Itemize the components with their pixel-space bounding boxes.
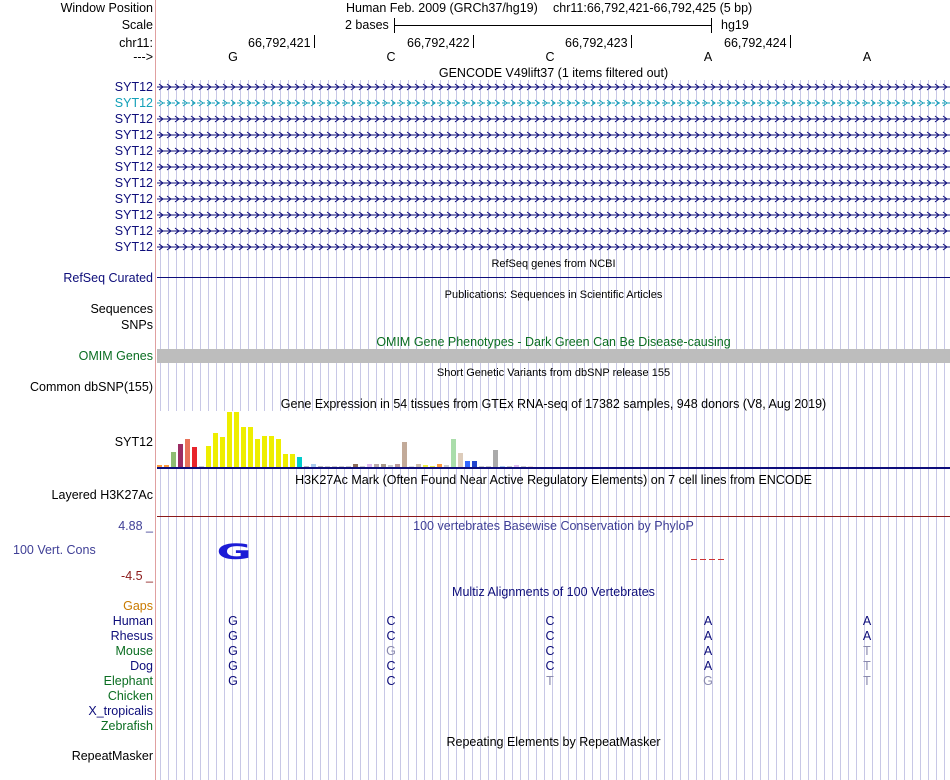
omim-phenotype-bar[interactable] bbox=[157, 349, 950, 363]
coord-1-tick bbox=[314, 35, 315, 48]
gtex-track-title: Gene Expression in 54 tissues from GTEx RNA-seq of 17382 samples, 948 donors (V8, Aug 2019) bbox=[280, 397, 827, 411]
phylop-min-label: -4.5 _ bbox=[121, 569, 153, 583]
gaps-label: Gaps bbox=[123, 599, 153, 613]
alignment-base: C bbox=[386, 674, 396, 688]
scale-db: hg19 bbox=[721, 18, 749, 32]
gtex-tissue-bar[interactable] bbox=[220, 437, 225, 468]
phylop-logo-letter: G bbox=[216, 539, 252, 565]
refseq-gene-line[interactable] bbox=[157, 277, 950, 278]
gtex-tissue-bar[interactable] bbox=[458, 453, 463, 468]
strand-label: ---> bbox=[133, 50, 153, 64]
gencode-transcript-line[interactable] bbox=[157, 114, 950, 124]
phylop-max-label: 4.88 _ bbox=[118, 519, 153, 533]
alignment-base: A bbox=[862, 629, 872, 643]
alignment-base: A bbox=[703, 629, 713, 643]
alignment-base: C bbox=[545, 629, 555, 643]
alignment-base: C bbox=[386, 629, 396, 643]
gtex-expression-chart[interactable] bbox=[157, 411, 535, 468]
gtex-tissue-bar[interactable] bbox=[227, 412, 232, 468]
gtex-tissue-bar[interactable] bbox=[402, 442, 407, 468]
alignment-base: C bbox=[386, 659, 396, 673]
assembly-title: Human Feb. 2009 (GRCh37/hg19) bbox=[346, 1, 538, 15]
gtex-tissue-bar[interactable] bbox=[234, 412, 239, 468]
alignment-base: G bbox=[386, 644, 396, 658]
phylop-track-title: 100 vertebrates Basewise Conservation by PhyloP bbox=[413, 519, 694, 533]
h3k27ac-track-label[interactable]: Layered H3K27Ac bbox=[51, 488, 153, 502]
alignment-base: G bbox=[228, 629, 238, 643]
alignment-base: C bbox=[545, 614, 555, 628]
alignment-base: A bbox=[703, 659, 713, 673]
species-label[interactable]: X_tropicalis bbox=[88, 704, 153, 718]
scale-bases: 2 bases bbox=[345, 18, 389, 32]
species-label[interactable]: Chicken bbox=[107, 689, 153, 703]
species-label[interactable]: Rhesus bbox=[110, 629, 153, 643]
h3k27ac-baseline bbox=[157, 516, 950, 517]
alignment-base: C bbox=[545, 644, 555, 658]
gencode-transcript-line[interactable] bbox=[157, 210, 950, 220]
alignment-base: T bbox=[863, 644, 871, 658]
alignment-base: T bbox=[863, 674, 871, 688]
gencode-transcript-line[interactable] bbox=[157, 226, 950, 236]
gtex-tissue-bar[interactable] bbox=[493, 450, 498, 468]
gtex-tissue-bar[interactable] bbox=[178, 444, 183, 468]
omim-track-label[interactable]: OMIM Genes bbox=[78, 349, 153, 363]
alignment-base: A bbox=[703, 644, 713, 658]
coord-4-tick bbox=[790, 35, 791, 48]
gtex-tissue-bar[interactable] bbox=[276, 439, 281, 468]
coord-4: 66,792,424 bbox=[724, 36, 787, 50]
gtex-tissue-bar[interactable] bbox=[290, 454, 295, 468]
gtex-gene-label[interactable]: SYT12 bbox=[114, 435, 153, 449]
gencode-transcript-line[interactable] bbox=[157, 98, 950, 108]
alignment-base: A bbox=[862, 614, 872, 628]
refseq-track-label[interactable]: RefSeq Curated bbox=[63, 271, 153, 285]
gencode-transcript-label[interactable]: SYT12 bbox=[114, 112, 153, 126]
dbsnp-track-title: Short Genetic Variants from dbSNP release 155 bbox=[436, 367, 671, 379]
coord-2-tick bbox=[473, 35, 474, 48]
alignment-base: C bbox=[386, 614, 396, 628]
gtex-tissue-bar[interactable] bbox=[283, 454, 288, 468]
gtex-tissue-bar[interactable] bbox=[192, 447, 197, 468]
species-label[interactable]: Dog bbox=[130, 659, 153, 673]
gencode-transcript-label[interactable]: SYT12 bbox=[114, 192, 153, 206]
ref-base-5: A bbox=[862, 50, 872, 64]
gtex-tissue-bar[interactable] bbox=[171, 452, 176, 468]
scale-label: Scale bbox=[121, 18, 153, 32]
gencode-track-title: GENCODE V49lift37 (1 items filtered out) bbox=[438, 66, 669, 80]
coord-3-tick bbox=[631, 35, 632, 48]
ref-base-2: C bbox=[386, 50, 396, 64]
alignment-base: C bbox=[545, 659, 555, 673]
species-label[interactable]: Elephant bbox=[103, 674, 153, 688]
gtex-tissue-bar[interactable] bbox=[206, 446, 211, 468]
species-label[interactable]: Human bbox=[112, 614, 153, 628]
publications-track-title: Publications: Sequences in Scientific Articles bbox=[444, 289, 663, 301]
gencode-transcript-line[interactable] bbox=[157, 162, 950, 172]
species-label[interactable]: Mouse bbox=[115, 644, 153, 658]
h3k27ac-track-title: H3K27Ac Mark (Often Found Near Active Regulatory Elements) on 7 cell lines from ENCODE bbox=[295, 473, 812, 487]
gtex-tissue-bar[interactable] bbox=[255, 439, 260, 468]
gencode-transcript-label[interactable]: SYT12 bbox=[114, 80, 153, 94]
ref-base-3: C bbox=[545, 50, 555, 64]
gtex-tissue-bar[interactable] bbox=[269, 436, 274, 468]
gencode-transcript-label[interactable]: SYT12 bbox=[114, 240, 153, 254]
gtex-tissue-bar[interactable] bbox=[262, 436, 267, 468]
multiz-track-title: Multiz Alignments of 100 Vertebrates bbox=[452, 585, 655, 599]
gtex-tissue-bar[interactable] bbox=[248, 427, 253, 468]
gtex-tissue-bar[interactable] bbox=[185, 439, 190, 468]
alignment-base: G bbox=[703, 674, 713, 688]
alignment-base: T bbox=[546, 674, 554, 688]
phylop-plot[interactable] bbox=[157, 530, 950, 590]
dbsnp-track-label[interactable]: Common dbSNP(155) bbox=[30, 380, 153, 394]
gencode-transcript-label[interactable]: SYT12 bbox=[114, 224, 153, 238]
gtex-baseline bbox=[157, 467, 950, 469]
scale-bar-right-tick bbox=[711, 18, 712, 33]
gencode-transcript-line[interactable] bbox=[157, 242, 950, 252]
gencode-transcript-line[interactable] bbox=[157, 82, 950, 92]
gencode-transcript-line[interactable] bbox=[157, 194, 950, 204]
alignment-base: G bbox=[228, 614, 238, 628]
gencode-transcript-line[interactable] bbox=[157, 130, 950, 140]
gencode-transcript-line[interactable] bbox=[157, 146, 950, 156]
coord-3: 66,792,423 bbox=[565, 36, 628, 50]
alignment-base: G bbox=[228, 659, 238, 673]
gencode-transcript-label[interactable]: SYT12 bbox=[114, 96, 153, 110]
phylop-track-label[interactable]: 100 Vert. Cons bbox=[13, 543, 96, 557]
ref-base-1: G bbox=[228, 50, 238, 64]
sequences-track-label[interactable]: Sequences bbox=[90, 302, 153, 316]
gencode-transcript-label[interactable]: SYT12 bbox=[114, 208, 153, 222]
gencode-transcript-label[interactable]: SYT12 bbox=[114, 128, 153, 142]
snps-track-label[interactable]: SNPs bbox=[121, 318, 153, 332]
alignment-base: T bbox=[863, 659, 871, 673]
gtex-tissue-bar[interactable] bbox=[451, 439, 456, 468]
chrom-label: chr11: bbox=[119, 36, 153, 50]
alignment-base: G bbox=[228, 644, 238, 658]
gencode-transcript-label[interactable]: SYT12 bbox=[114, 176, 153, 190]
ref-base-4: A bbox=[703, 50, 713, 64]
repeatmasker-track-label[interactable]: RepeatMasker bbox=[71, 749, 153, 763]
window-position-label: Window Position bbox=[60, 1, 153, 15]
scale-bar bbox=[394, 25, 712, 26]
refseq-track-title: RefSeq genes from NCBI bbox=[491, 258, 616, 270]
species-label[interactable]: Zebrafish bbox=[100, 719, 153, 733]
coord-1: 66,792,421 bbox=[248, 36, 311, 50]
alignment-base: A bbox=[703, 614, 713, 628]
coord-2: 66,792,422 bbox=[407, 36, 470, 50]
gencode-transcript-line[interactable] bbox=[157, 178, 950, 188]
scale-bar-left-tick bbox=[394, 18, 395, 33]
gencode-transcript-label[interactable]: SYT12 bbox=[114, 160, 153, 174]
omim-track-title: OMIM Gene Phenotypes - Dark Green Can Be Disease-causing bbox=[376, 335, 731, 349]
repeatmasker-track-title: Repeating Elements by RepeatMasker bbox=[446, 735, 661, 749]
alignment-base: G bbox=[228, 674, 238, 688]
gtex-tissue-bar[interactable] bbox=[241, 427, 246, 468]
position-range: chr11:66,792,421-66,792,425 (5 bp) bbox=[553, 1, 753, 15]
gencode-transcript-label[interactable]: SYT12 bbox=[114, 144, 153, 158]
gtex-tissue-bar[interactable] bbox=[213, 433, 218, 468]
